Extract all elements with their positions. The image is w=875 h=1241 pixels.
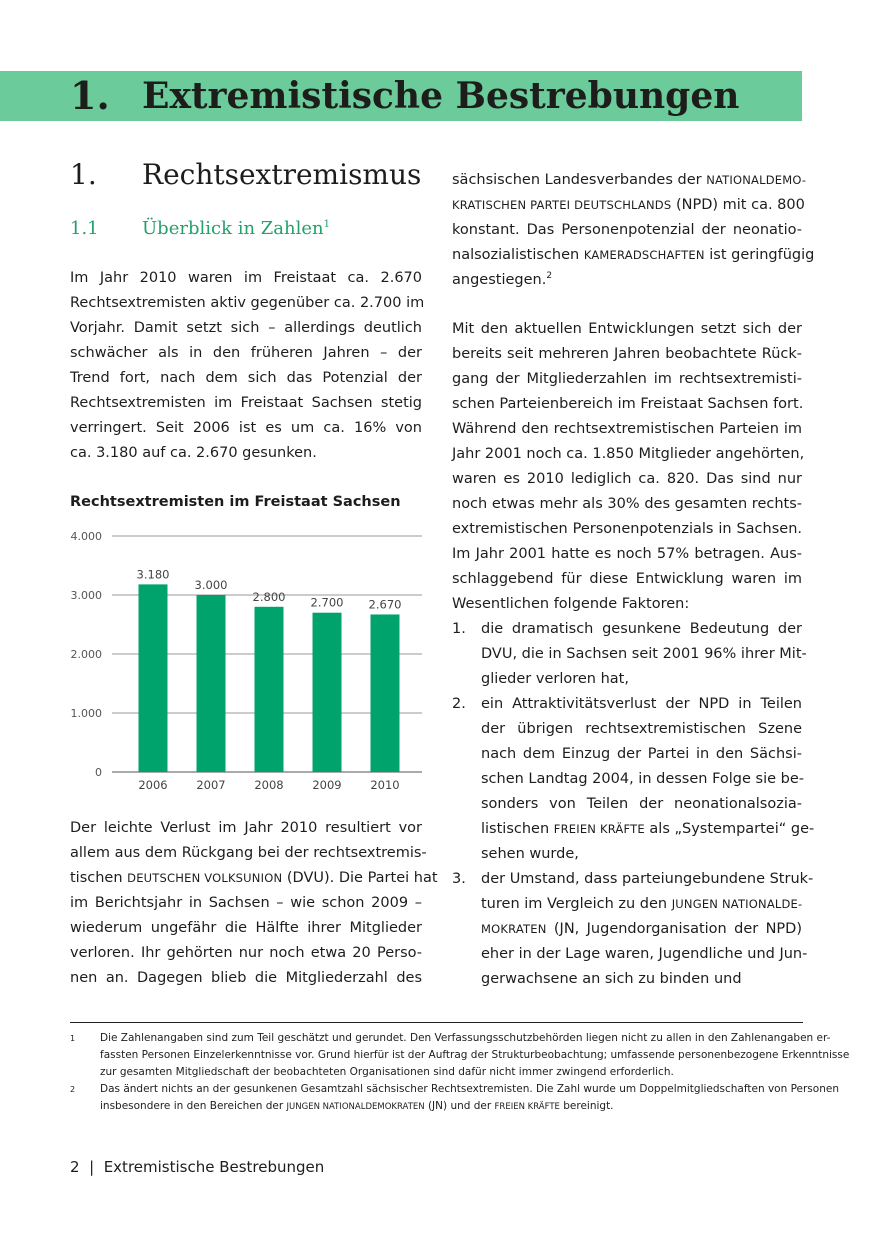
footnote-line: insbesondere in den Bereichen der JUNGEN NATIONALDEMOKRATEN (JN) und der FREIEN KRÄFTE bereinigt.: [100, 1100, 614, 1112]
intro-line: ca. 3.180 auf ca. 2.670 gesunken.: [70, 445, 317, 461]
list-line: nach dem Einzug der Partei in den Sächsi-: [481, 746, 802, 762]
intro-line: Trend fort, nach dem sich das Potenzial der: [70, 370, 422, 386]
text-line: waren es 2010 lediglich ca. 820. Das sind nur: [452, 471, 802, 487]
x-tick-label: 2009: [312, 778, 342, 792]
text-line: allem aus dem Rückgang bei der rechtsextremis-: [70, 845, 427, 861]
text-line: extremistischen Personenpotenzials in Sachsen.: [452, 521, 802, 537]
text-line: noch etwas mehr als 30% des gesamten rechts-: [452, 496, 802, 512]
bar-value-label: 2.700: [310, 595, 344, 610]
chapter-number: 1.: [70, 73, 110, 118]
text-line: Der leichte Verlust im Jahr 2010 resultiert vor: [70, 820, 422, 836]
footer-title: Extremistische Bestrebungen: [103, 1158, 325, 1176]
text-line: im Berichtsjahr in Sachsen – wie schon 2009 –: [70, 895, 422, 911]
y-tick-label: 2.000: [70, 648, 102, 661]
list-line: die dramatisch gesunkene Bedeutung der: [481, 621, 802, 637]
text-line: gang der Mitgliederzahlen im rechtsextremisti-: [452, 371, 802, 387]
section-title: Rechtsextremismus: [142, 158, 422, 191]
y-tick-label: 3.000: [70, 589, 102, 602]
list-line: MOKRATEN (JN, Jugendorganisation der NPD): [481, 921, 802, 937]
footnote-divider: [70, 1022, 803, 1023]
text-line: bereits seit mehreren Jahren beobachtete Rück-: [452, 346, 802, 362]
text-line: angestiegen.$^2$: [452, 271, 553, 288]
section-number: 1.: [70, 158, 97, 191]
text-line: schlaggebend für diese Entwicklung waren im: [452, 571, 802, 587]
text-line: nalsozialistischen KAMERADSCHAFTEN ist geringfügig: [452, 247, 815, 263]
footer-separator: |: [89, 1158, 95, 1176]
list-line: DVU, die in Sachsen seit 2001 96% ihrer Mit-: [481, 646, 807, 662]
text-line: Während den rechtsextremistischen Parteien im: [452, 421, 802, 437]
list-line: der Umstand, dass parteiungebundene Struk-: [481, 871, 814, 887]
text-line: nen an. Dagegen blieb die Mitgliederzahl des: [70, 970, 422, 986]
bar-value-label: 2.800: [252, 589, 286, 604]
footnote-ref[interactable]: 1: [323, 219, 330, 230]
list-line: schen Landtag 2004, in dessen Folge sie be-: [481, 771, 805, 787]
bar-2008: [255, 607, 284, 772]
intro-line: Rechtsextremisten im Freistaat Sachsen stetig: [70, 395, 422, 411]
list-line: gerwachsene an sich zu binden und: [481, 971, 742, 987]
text-line: Jahr 2001 noch ca. 1.850 Mitglieder angehörten,: [452, 446, 805, 462]
list-number: 3.: [452, 871, 466, 887]
intro-line: Im Jahr 2010 waren im Freistaat ca. 2.670: [70, 270, 422, 286]
list-line: sehen wurde,: [481, 846, 579, 862]
subsection-number: 1.1: [70, 218, 99, 239]
intro-line: Rechtsextremisten aktiv gegenüber ca. 2.700 im: [70, 295, 425, 311]
y-tick-label: 0: [95, 766, 102, 779]
chapter-title: Extremistische Bestrebungen: [142, 75, 740, 117]
y-tick-label: 1.000: [70, 707, 102, 720]
list-line: listischen FREIEN KRÄFTE als „Systempartei“ ge-: [481, 821, 815, 837]
footnote-line: Das ändert nichts an der gesunkenen Gesamtzahl sächsischer Rechtsextremisten. Die Zahl wurde um Doppelmitgliedschaften von Personen: [100, 1083, 839, 1095]
list-line: eher in der Lage waren, Jugendliche und Jun-: [481, 946, 808, 962]
y-tick-label: 4.000: [70, 530, 102, 543]
text-line: KRATISCHEN PARTEI DEUTSCHLANDS (NPD) mit ca. 800: [452, 197, 805, 213]
page-footer: [70, 1155, 324, 1179]
footnote-line: fassten Personen Einzelerkenntnisse vor. Grund hierfür ist der Auftrag der Strukturbeobachtung; umfassende personenbezogene Erkenntnisse: [100, 1049, 850, 1061]
subsection-title: Überblick in Zahlen$^1$: [142, 218, 330, 239]
text-line: wiederum ungefähr die Hälfte ihrer Mitglieder: [70, 920, 422, 936]
page-number: 2: [70, 1158, 80, 1176]
x-tick-label: 2010: [370, 778, 400, 792]
intro-line: Vorjahr. Damit setzt sich – allerdings deutlich: [70, 320, 422, 336]
bar-value-label: 3.000: [194, 578, 228, 592]
bar-2010: [371, 614, 400, 772]
bar-2007: [197, 595, 226, 772]
chart-title: Rechtsextremisten im Freistaat Sachsen: [70, 494, 401, 510]
bar-chart: [60, 520, 430, 800]
x-tick-label: 2008: [254, 778, 284, 792]
text-line: verloren. Ihr gehörten nur noch etwa 20 Perso-: [70, 945, 422, 961]
list-line: glieder verloren hat,: [481, 671, 629, 687]
intro-line: schwächer als in den früheren Jahren – der: [70, 345, 422, 361]
list-line: ein Attraktivitätsverlust der NPD in Teilen: [481, 696, 802, 712]
text-line: Wesentlichen folgende Faktoren:: [452, 596, 690, 612]
bar-value-label: 3.180: [136, 567, 170, 582]
list-number: 1.: [452, 621, 466, 637]
list-line: der übrigen rechtsextremistischen Szene: [481, 721, 802, 737]
text-line: Mit den aktuellen Entwicklungen setzt sich der: [452, 321, 802, 337]
text-line: sächsischen Landesverbandes der NATIONALDEMO-: [452, 172, 807, 188]
text-line: schen Parteienbereich im Freistaat Sachsen fort.: [452, 396, 804, 412]
list-line: turen im Vergleich zu den JUNGEN NATIONALDE-: [481, 896, 803, 912]
footnote-number: 2: [70, 1085, 76, 1094]
footnote-ref[interactable]: 2: [546, 271, 553, 282]
x-tick-label: 2007: [196, 778, 226, 792]
text-line: Im Jahr 2001 hatte es noch 57% betragen. Aus-: [452, 546, 802, 562]
bar-value-label: 2.670: [368, 597, 402, 612]
text-line: konstant. Das Personenpotenzial der neonatio-: [452, 222, 802, 238]
bar-2006: [139, 584, 168, 772]
list-number: 2.: [452, 696, 466, 712]
bar-2009: [313, 613, 342, 772]
intro-line: verringert. Seit 2006 ist es um ca. 16% von: [70, 420, 422, 436]
text-line: tischen DEUTSCHEN VOLKSUNION (DVU). Die Partei hat: [70, 870, 438, 886]
x-tick-label: 2006: [138, 778, 168, 792]
footnote-line: Die Zahlenangaben sind zum Teil geschätzt und gerundet. Den Verfassungsschutzbehörden liegen nicht zu allen in den Zahlenangaben er-: [100, 1032, 831, 1044]
footnote-number: 1: [70, 1034, 76, 1043]
footnote-line: zur gesamten Mitgliedschaft der beobachteten Organisationen sind dafür nicht immer zwingend erforderlich.: [100, 1066, 674, 1078]
list-line: sonders von Teilen der neonationalsozia-: [481, 796, 802, 812]
